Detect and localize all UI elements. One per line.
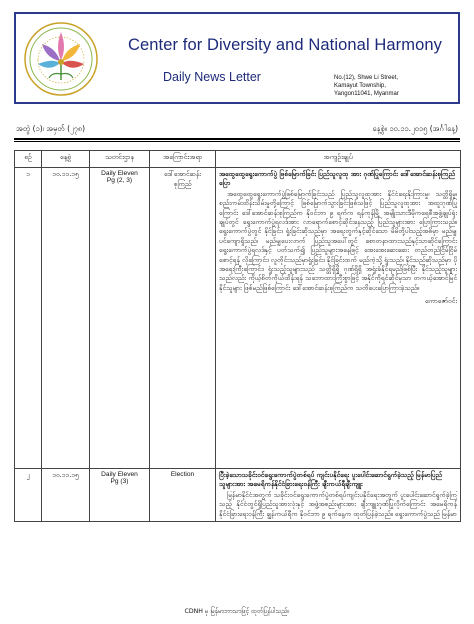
- source-page: Pg (2, 3): [106, 177, 133, 184]
- row-date: ၁၀.၁၁.၁၅: [42, 168, 90, 469]
- address-line: Kamayut Township,: [334, 83, 386, 89]
- organization-address: [334, 74, 444, 98]
- organization-title: Center for Diversity and National Harmony: [127, 36, 443, 54]
- address-line: Yangon11041, Myanmar: [334, 91, 399, 97]
- column-header-number: စဉ်: [15, 151, 42, 168]
- issue-volume-number: အတွဲ (၁)၊ အမှတ် (၂၇၈): [16, 124, 86, 133]
- newsletter-header: [14, 12, 460, 104]
- source-page: Pg (3): [110, 478, 129, 485]
- row-number: ၁: [15, 168, 42, 469]
- news-body: အထွေထွေရွေးကောက်ပွဲဖြစ်မြောက်ခြင်းသည် ပြည်သူလူထုအား နိုင်ငံရေးနိုးကြားမှု၊ သတ္တိရှိမှု၊ စည်းကမ်းထိန်းသိမ်းမှုတို့ကြောင့် ဖြစ်မြောက်သွားခြင်းဖြစ်သဖြင့် ပြည်သူလူထုအား အထူးဂုဏ်ပြုကြောင်း ဒေါ်အောင်ဆန်းစုကြည်က နိုဝင်ဘာ ၉ ရက်က ရန်ကုန်မြို့ အမျိုးသားဒီမိုကရေစီအဖွဲ့ချုပ်ရုံးချုပ်တွင် ရွေးကောက်ပွဲရလဒ်အား လာရောက်စောင့်ဆိုင်းနေသည့် ပြည်သူများအား ပြောကြားသည်။ ရွေးကောက်ပွဲတွင် နိုင်ခြင်း၊ ရှုံးခြင်းဆိုသည်မှာ အရေးတွက်နှင့်ဆိုင်သော မိမိတို့ပါသည့်အဓိမှာ မည်မျှပင်ကျောရှိသည်၊ မည်မျှပေးလာက် ပြည်သူအပေါ်တွင် စောတနာထားသည်နှင့်သာဆိုင်ကြောင်း ရွေးကောက်ပွဲရလဒ်နှင့် ပတ်သက်၍ ပြည်သူများအနေဖြင့် အေးအေးဆေးဆေး တည်တည်ငြိမ်ငြိမ်စောင့်ရန် လိုကြောင်း၊ လူတိုင်းသည်မှာရှုံးခြင်း၊ နိုင်ခြင်းထက် မည်ကဲ့သို့ ရှုံးသည်၊ နိုင်သည်ဆိုသည်မှာ ပိုအရေးကြီးကြောင်း၊ ရှုံးသည့်သူများသည် သတ္တိရှိရှိ ဂုဏ်ရှိရှိ အရှုံးခံနိုင်ရမည်ဖြစ်ပြီး နိုင်သည့်သူများသည်လည်း ကိုယ့်စိတ်ကိုယ်ထိန်းရန် သဘောထားကြီးစွာဖြင့် အနိုင်ကိုရင်ဆိုင်မှသာ တကယ့်အောင်မြင်နိုင်သူများ ဖြစ်မည်ဖြစ်ကြောင်း ဒေါ်အောင်ဆန်းစုကြည်က သတိပေးပြောကြားခဲ့သည်။: [219, 189, 457, 292]
- page-footer: CDNH မှ မြန်မာဘာသာဖြင့် ထုတ်ပြန်ပါသည်။: [184, 608, 290, 615]
- row-source: [90, 168, 150, 469]
- table-header-row: [15, 151, 461, 168]
- news-signature: ကောဇော်ဝင်း: [425, 297, 457, 306]
- table-row: [15, 469, 461, 522]
- source-name: Daily Eleven: [101, 471, 138, 478]
- column-header-date: နေ့စွဲ: [42, 151, 90, 168]
- column-header-topic: အကြောင်းအရာ: [150, 151, 216, 168]
- divider-thick: [14, 138, 460, 140]
- row-topic: [150, 469, 216, 522]
- table-row: [15, 168, 461, 469]
- column-header-source: သတင်းဌာန: [90, 151, 150, 168]
- row-number: ၂: [15, 469, 42, 522]
- newsletter-subtitle: Daily News Letter: [163, 70, 261, 84]
- row-summary: [216, 168, 461, 469]
- row-date: ၁၀.၁၁.၁၅: [42, 469, 90, 522]
- source-name: Daily Eleven: [101, 170, 138, 177]
- news-body: မြန်မာနိုင်ငံအတွက် သခိုင်းဝင်ရွေးကောက်ပွဲတစ်ရပ်ကျင်းပနိုင်ရေးအတွက် ပူးပေါင်းဆောင်ရွက်ခဲ့ကြသည့် နိုင်ငံတွင်ရှိပြည်သူအားလုံးနှင့် အဖွဲ့အစည်းများအား ချီးကျူးဂုဏ်ပြုလိုက်ကြောင်း အမေရိကန်နိုင်ငံခြားရေးဝန်ကြီး ချွန်ကယ်ရီက နိုဝင်ဘာ ၉ ရက်နေ့က ထုတ်ပြန်ခဲ့သည်။ ရွေးကောက်ပွဲသည် မြန်မာ: [219, 490, 457, 518]
- row-topic: [150, 168, 216, 469]
- issue-info-bar: [14, 122, 460, 136]
- topic-line: Election: [170, 471, 195, 478]
- topic-line: ဒေါ်အောင်ဆန်း: [164, 170, 201, 178]
- topic-line: စုကြည်: [173, 180, 192, 188]
- row-source: [90, 469, 150, 522]
- divider-thin: [14, 141, 460, 142]
- cdnh-logo-icon: [22, 20, 100, 98]
- row-summary: [216, 469, 461, 522]
- news-headline: အထွေထွေရွေးကောက်ပွဲ ဖြစ်မြောက်ခြင်း ပြည်သူလူထု အား ဂုဏ်ပြုကြောင်း ဒေါ်အောင်ဆန်းစုကြည်ပြော: [219, 170, 455, 188]
- issue-date: နေ့စွဲ။ ၁၀.၁၁.၂၀၁၅ (အင်္ဂါနေ့): [372, 124, 458, 133]
- news-table: [14, 150, 461, 522]
- address-line: No.(12), Shwe Li Street,: [334, 75, 399, 81]
- column-header-summary: အကျဉ်းချုပ်: [216, 151, 461, 168]
- news-headline: ပြီးခဲ့သောသခိုင်းဝင်ရွေးကောက်ပွဲတစ်ရပ် ကျင်းပနိုင်ရေး ပူးပေါင်းဆောင်ရွက်ခဲ့သည့် မြန်မာပြည်သူများအား အမေရိကန်နိုင်ငံခြားရေးဝန်ကြီး ချီးကယ်ရီချီးကျူး: [219, 471, 442, 489]
